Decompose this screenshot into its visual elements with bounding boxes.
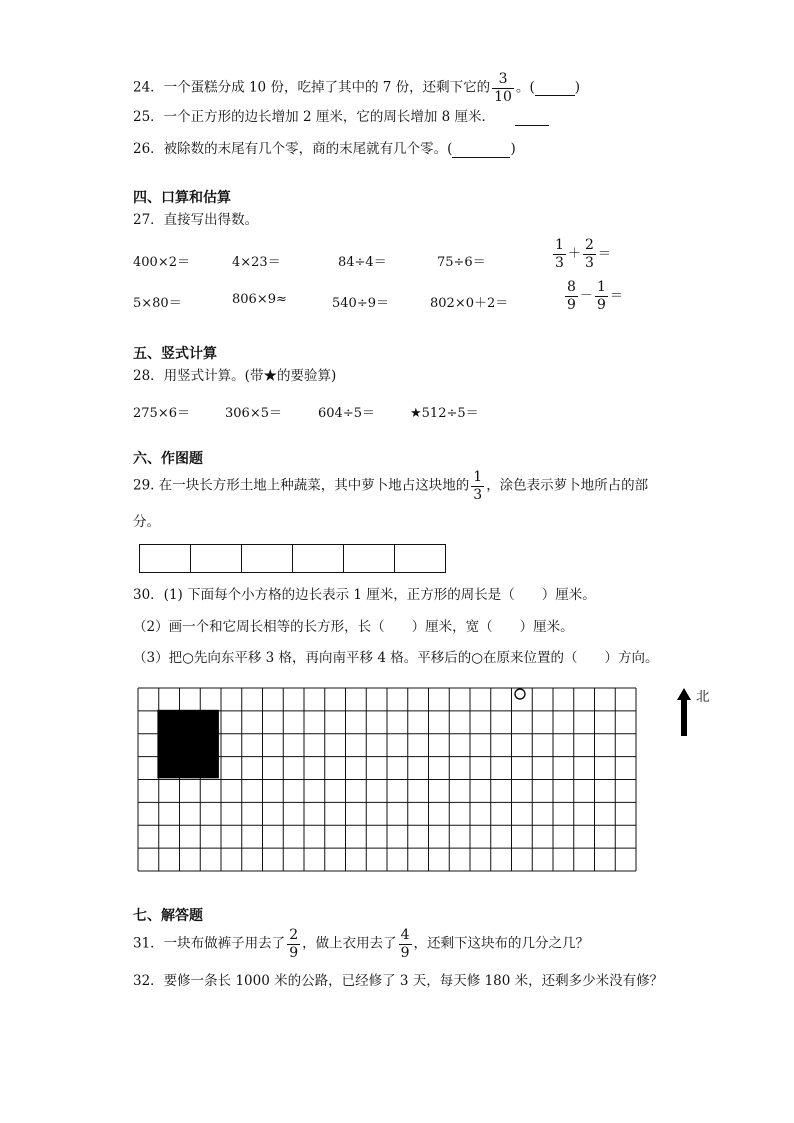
question-30-line3: （3）把○先向东平移 3 格，再向南平移 4 格。平移后的○在原来位置的（ ）方向。 xyxy=(133,650,659,666)
calc-item: ★512÷5＝ xyxy=(410,406,479,421)
calc-item: 84÷4＝ xyxy=(338,255,387,270)
calc-item: 75÷6＝ xyxy=(437,255,486,270)
calc-item: 4×23＝ xyxy=(232,255,281,270)
question-30-line1: 30．(1) 下面每个小方格的边长表示 1 厘米，正方形的周长是（ ）厘米。 xyxy=(133,587,596,603)
question-24-text: 24．一个蛋糕分成 10 份，吃掉了其中的 7 份，还剩下它的 xyxy=(133,79,491,96)
fraction-3-10: $\frac{3}{10}$ xyxy=(494,71,512,105)
land-cell[interactable] xyxy=(344,545,395,573)
north-label: 北 xyxy=(696,689,710,705)
question-25: 25．一个正方形的边长增加 2 厘米，它的周长增加 8 厘米． xyxy=(133,111,549,126)
land-cell[interactable] xyxy=(293,545,344,573)
calc-item: 5×80＝ xyxy=(133,296,182,311)
north-arrow-icon xyxy=(677,688,691,736)
question-29-line2: 分。 xyxy=(133,514,160,530)
circle-marker[interactable] xyxy=(515,689,525,699)
land-cell[interactable] xyxy=(140,545,191,573)
land-cell[interactable] xyxy=(191,545,242,573)
section-title-4: 四、口算和估算 xyxy=(133,190,231,206)
calc-item: 306×5＝ xyxy=(225,406,282,421)
question-24: 24．一个蛋糕分成 10 份，吃掉了其中的 7 份，还剩下它的 $\frac{3}{10}$ 。( ) xyxy=(133,71,581,105)
question-27: 27．直接写出得数。 xyxy=(133,212,259,228)
land-cell[interactable] xyxy=(395,545,446,573)
answer-blank[interactable] xyxy=(515,111,549,126)
black-square xyxy=(157,710,219,779)
question-32: 32．要修一条长 1000 米的公路，已经修了 3 天，每天修 180 米，还剩多少米没有修？ xyxy=(133,973,664,989)
question-28: 28．用竖式计算。(带★的要验算) xyxy=(133,368,337,384)
calc-item: 604÷5＝ xyxy=(318,406,375,421)
section-title-5: 五、竖式计算 xyxy=(133,346,217,362)
fraction-calc-a: $\frac{1}{3}$ ＋ $\frac{2}{3}$ ＝ xyxy=(555,237,611,271)
calc-item: 400×2＝ xyxy=(133,255,190,270)
question-29: 29. 在一块长方形土地上种蔬菜，其中萝卜地占这块地的 $\frac{1}{3}$ ，涂色表示萝卜地所占的部 xyxy=(133,469,649,503)
calc-item: 540÷9＝ xyxy=(332,296,389,311)
fraction-calc-b: $\frac{8}{9}$ － $\frac{1}{9}$ ＝ xyxy=(567,279,623,313)
question-31: 31．一块布做裤子用去了 $\frac{2}{9}$ ，做上衣用去了 $\frac{4}{9}$ ，还剩下这块布的几分之几？ xyxy=(133,927,590,961)
calc-item: 806×9≈ xyxy=(232,292,287,307)
section-title-7: 七、解答题 xyxy=(133,908,203,924)
land-cell[interactable] xyxy=(242,545,293,573)
square-grid[interactable] xyxy=(137,687,637,872)
question-26: 26．被除数的末尾有几个零，商的末尾就有几个零。( ) xyxy=(133,141,516,157)
section-title-6: 六、作图题 xyxy=(133,451,203,467)
question-30-line2: （2）画一个和它周长相等的长方形，长（ ）厘米，宽（ ）厘米。 xyxy=(133,619,574,635)
land-rectangle xyxy=(139,544,446,573)
calc-item: 802×0＋2＝ xyxy=(430,296,509,311)
answer-blank[interactable] xyxy=(535,82,575,97)
answer-blank[interactable] xyxy=(452,143,510,158)
calc-item: 275×6＝ xyxy=(133,406,190,421)
